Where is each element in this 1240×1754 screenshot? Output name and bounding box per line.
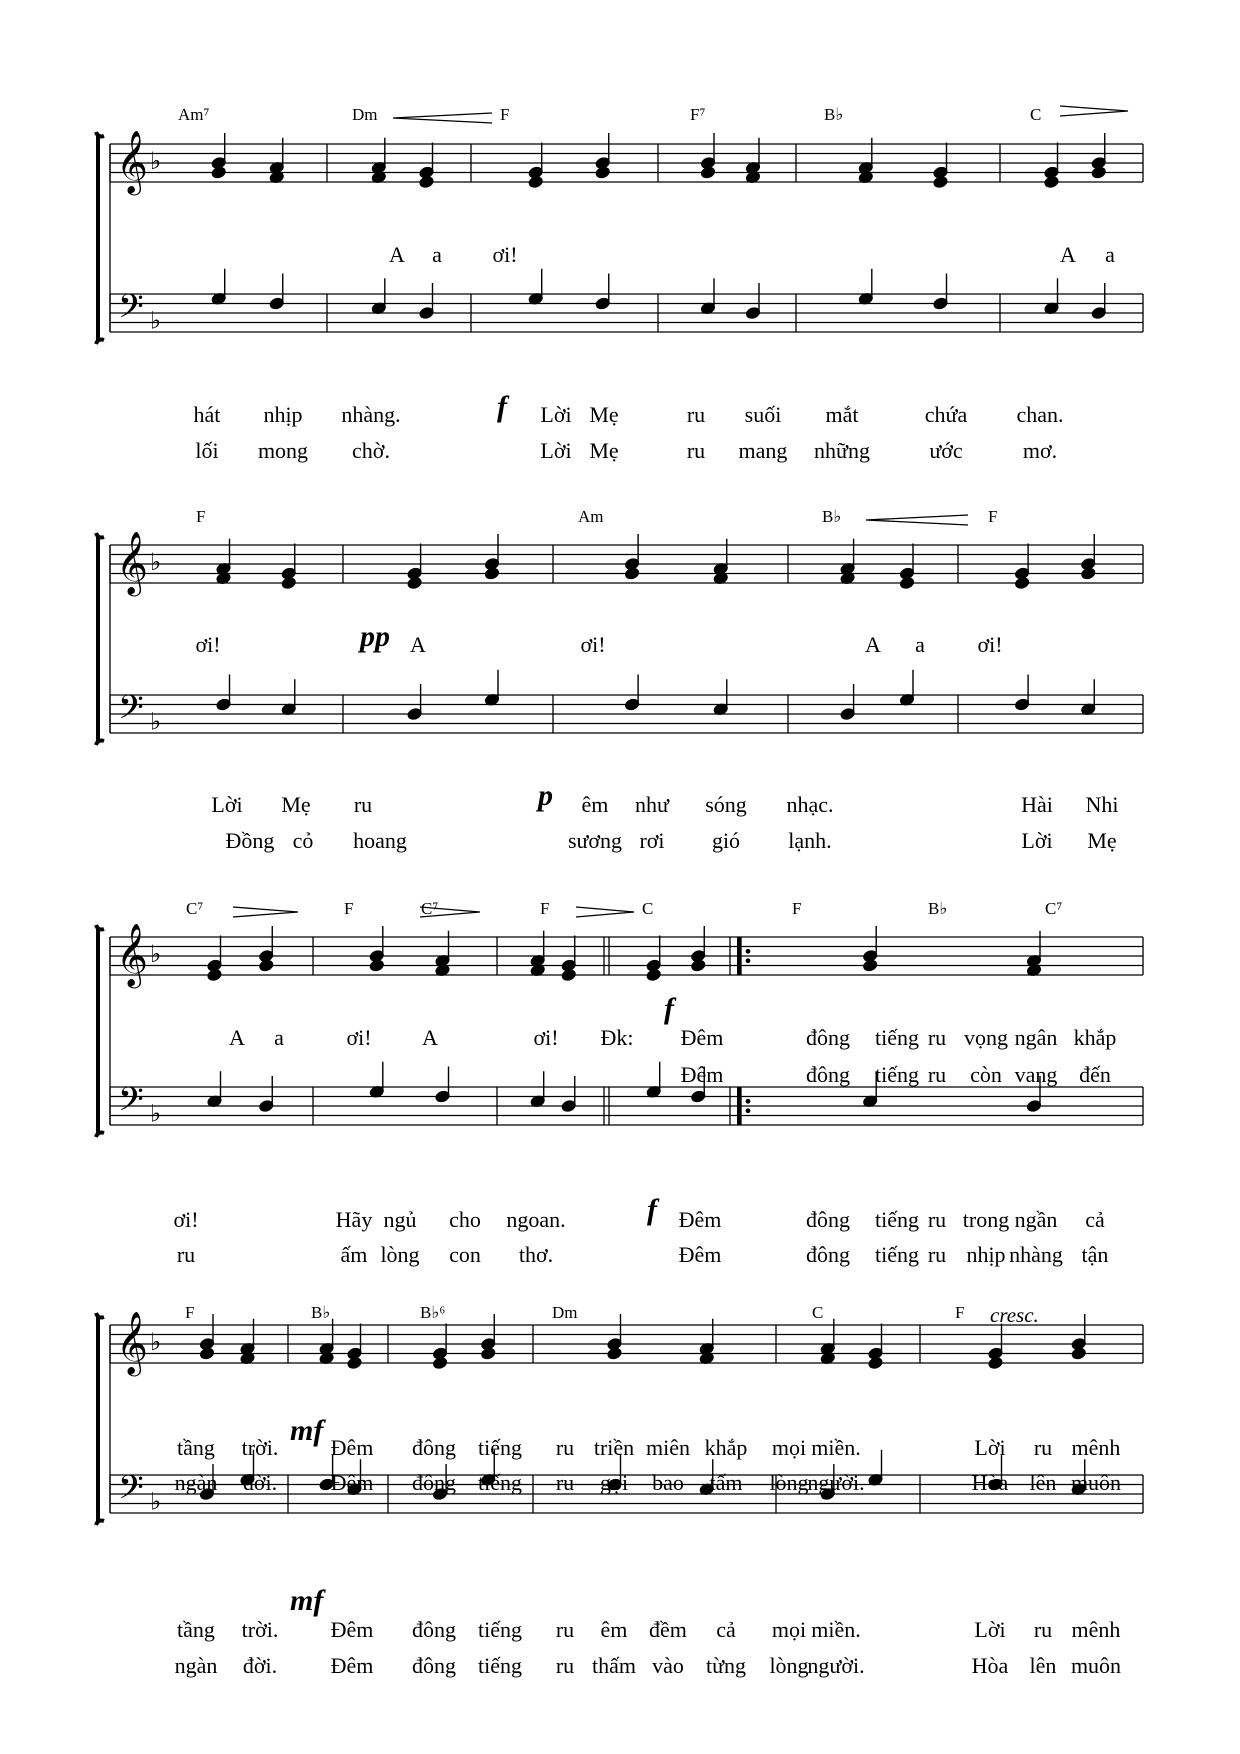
key-signature-flat-icon: ♭	[150, 1328, 162, 1356]
bass-lyric: mang	[738, 438, 788, 463]
bass-lyric: lối	[195, 438, 219, 463]
bass-lyric: đông	[806, 1242, 850, 1267]
treble-lyric: A	[422, 1025, 438, 1050]
bass-clef-icon: 𝄢	[118, 288, 144, 334]
treble-lyric: đông	[412, 1470, 456, 1495]
bass-lyric: Đêm	[330, 1617, 374, 1642]
treble-lyric: đông	[806, 1062, 850, 1087]
treble-clef-icon: 𝄞	[116, 130, 148, 193]
bass-lyric: chờ.	[352, 438, 390, 463]
bass-lyric: trong	[962, 1207, 1010, 1232]
key-signature-flat-icon: ♭	[150, 306, 162, 335]
dynamic-marking: mf	[290, 1584, 324, 1617]
treble-lyric: Đk:	[600, 1025, 634, 1050]
bass-lyric: Mẹ	[281, 792, 311, 817]
bass-lyric: Đêm	[678, 1242, 722, 1267]
bass-lyric: nhàng.	[341, 402, 401, 427]
bass-lyric: lòng	[769, 1653, 809, 1678]
bass-lyric: Hài	[1021, 792, 1053, 817]
bass-lyric: thơ.	[518, 1242, 554, 1267]
treble-note-head	[419, 175, 434, 188]
treble-lyric: tiếng	[875, 1025, 919, 1050]
bass-lyric: tầng	[177, 1617, 215, 1642]
bass-clef-icon: 𝄢	[118, 1469, 144, 1515]
treble-note-head	[561, 968, 576, 981]
bass-lyric: lạnh.	[788, 828, 832, 853]
treble-lyric: ru	[1033, 1435, 1053, 1460]
bass-lyric: Đêm	[330, 1653, 374, 1678]
bass-lyric: lên	[1029, 1653, 1057, 1678]
bass-lyric: ru	[176, 1242, 196, 1267]
bass-lyric: Lời	[974, 1617, 1006, 1642]
chord-symbol: B♭	[928, 899, 948, 918]
key-signature-flat-icon: ♭	[150, 1487, 162, 1516]
system-bracket	[96, 132, 104, 344]
chord-symbol: B♭	[824, 105, 844, 124]
treble-note-head	[691, 959, 706, 972]
dynamic-marking: pp	[360, 620, 390, 653]
treble-lyric: Đêm	[330, 1435, 374, 1460]
diminuendo-hairpin	[233, 907, 298, 917]
treble-note-head	[899, 576, 914, 589]
bass-lyric: hát	[193, 402, 221, 427]
bass-lyric: cho	[449, 1207, 481, 1232]
diminuendo-hairpin	[576, 907, 634, 917]
bass-lyric: ơi!	[173, 1207, 199, 1232]
treble-note-head	[528, 175, 543, 188]
treble-lyric: ru	[555, 1435, 575, 1460]
bass-lyric: tận	[1081, 1242, 1109, 1267]
chord-symbol: F	[344, 899, 354, 918]
treble-lyric: ru	[927, 1025, 947, 1050]
bass-lyric: người.	[807, 1653, 865, 1678]
chord-symbol: B♭	[822, 507, 842, 526]
system-bracket	[96, 533, 104, 745]
system-bracket	[96, 925, 104, 1137]
diminuendo-hairpin	[1060, 106, 1128, 116]
treble-lyric: Lời	[974, 1435, 1006, 1460]
bass-lyric: êm	[600, 1617, 628, 1642]
treble-lyric: tiếng	[478, 1470, 522, 1495]
treble-note-head	[1015, 576, 1030, 589]
treble-clef-icon: 𝄞	[116, 923, 148, 986]
treble-lyric: a	[432, 242, 442, 267]
treble-lyric: lòng	[769, 1470, 809, 1495]
treble-note-head	[433, 1356, 448, 1369]
bass-lyric: thấm	[592, 1653, 636, 1678]
bass-lyric: Mẹ	[589, 402, 619, 427]
treble-lyric: người.	[807, 1470, 865, 1495]
bass-lyric: đời.	[242, 1653, 278, 1678]
treble-lyric: A	[410, 632, 426, 657]
treble-note-head	[369, 959, 384, 972]
bass-lyric: những	[814, 438, 870, 463]
treble-lyric: ngân	[1014, 1025, 1058, 1050]
bass-lyric: tiếng	[875, 1207, 919, 1232]
bass-lyric: con	[449, 1242, 481, 1267]
treble-note-head	[407, 576, 422, 589]
bass-lyric: trời.	[241, 1617, 279, 1642]
bass-lyric: như	[635, 792, 669, 817]
bass-lyric: nhịp	[966, 1242, 1006, 1267]
bass-lyric: chứa	[924, 402, 968, 427]
bass-lyric: ru	[555, 1653, 575, 1678]
treble-lyric: a	[915, 632, 925, 657]
treble-lyric: A	[1060, 242, 1076, 267]
treble-lyric: triền	[593, 1435, 635, 1460]
treble-lyric: Đêm	[680, 1025, 724, 1050]
chord-symbol: C	[642, 899, 654, 918]
bass-lyric: ngoan.	[506, 1207, 566, 1232]
treble-lyric: gọi	[599, 1470, 629, 1495]
chord-symbol: C⁷	[421, 899, 439, 918]
bass-lyric: Lời	[540, 402, 572, 427]
treble-lyric: ngàn	[174, 1470, 218, 1495]
treble-lyric: a	[1105, 242, 1115, 267]
treble-lyric: A	[229, 1025, 245, 1050]
bass-lyric: gió	[711, 828, 741, 853]
chord-symbol: F	[988, 507, 998, 526]
bass-lyric: tiếng	[478, 1653, 522, 1678]
treble-clef-icon: 𝄞	[116, 531, 148, 594]
bass-lyric: ru	[1033, 1617, 1053, 1642]
treble-lyric: tấm	[709, 1470, 743, 1495]
treble-note-head	[700, 166, 715, 179]
treble-clef-icon: 𝄞	[116, 1311, 148, 1374]
bass-lyric: sương	[567, 828, 623, 853]
bass-lyric: Lời	[211, 792, 243, 817]
treble-note-head	[484, 567, 499, 580]
bass-lyric: sóng	[705, 792, 747, 817]
treble-lyric: khắp	[704, 1435, 748, 1460]
bass-lyric: ru	[353, 792, 373, 817]
dynamic-marking: f	[664, 992, 674, 1025]
dynamic-marking: mf	[290, 1414, 324, 1447]
key-signature-flat-icon: ♭	[150, 548, 162, 576]
treble-lyric: mênh	[1071, 1435, 1121, 1460]
treble-note-head	[595, 166, 610, 179]
bass-lyric: mọi	[771, 1617, 807, 1642]
bass-lyric: suối	[744, 402, 782, 427]
bass-lyric: Hãy	[335, 1207, 373, 1232]
bass-lyric: mong	[257, 438, 309, 463]
bass-lyric: muôn	[1070, 1653, 1122, 1678]
bass-lyric: Hòa	[971, 1653, 1009, 1678]
chord-symbol: Am	[578, 507, 604, 526]
treble-lyric: đông	[806, 1025, 850, 1050]
bass-lyric: ru	[927, 1242, 947, 1267]
treble-lyric: ơi!	[533, 1025, 559, 1050]
bass-lyric: ru	[927, 1207, 947, 1232]
expression-marking: cresc.	[990, 1303, 1039, 1327]
treble-note-head	[1081, 567, 1096, 580]
bass-lyric: đông	[806, 1207, 850, 1232]
treble-note-head	[933, 175, 948, 188]
treble-lyric: mọi	[771, 1435, 807, 1460]
treble-note-head	[863, 959, 878, 972]
treble-note-head	[1091, 166, 1106, 179]
treble-note-head	[625, 567, 640, 580]
bass-lyric: cả	[716, 1617, 736, 1642]
crescendo-hairpin	[393, 113, 492, 123]
bass-lyric: rơi	[639, 828, 665, 853]
treble-lyric: ru	[927, 1062, 947, 1087]
treble-note-head	[607, 1347, 622, 1360]
chord-symbol: B♭⁶	[420, 1303, 446, 1322]
treble-lyric: tiếng	[478, 1435, 522, 1460]
bass-lyric: ru	[686, 402, 706, 427]
treble-note-head	[1044, 175, 1059, 188]
chord-symbol: F	[792, 899, 802, 918]
chord-symbol: F	[196, 507, 206, 526]
chord-symbol: Dm	[352, 105, 378, 124]
bass-lyric: Lời	[1021, 828, 1053, 853]
bass-lyric: từng	[705, 1653, 747, 1678]
treble-lyric: ơi!	[977, 632, 1003, 657]
treble-lyric: A	[389, 242, 405, 267]
bass-lyric: chan.	[1016, 402, 1064, 427]
treble-lyric: vọng	[964, 1025, 1008, 1050]
treble-lyric: khắp	[1073, 1025, 1117, 1050]
bass-lyric: Mẹ	[1087, 828, 1117, 853]
treble-note-head	[481, 1347, 496, 1360]
bass-lyric: đông	[412, 1617, 456, 1642]
bass-clef-icon: 𝄢	[118, 689, 144, 735]
bass-lyric: Đêm	[678, 1207, 722, 1232]
chord-symbol: F	[500, 105, 510, 124]
bass-lyric: Lời	[540, 438, 572, 463]
bass-lyric: Đồng	[225, 828, 275, 853]
treble-lyric: ru	[555, 1470, 575, 1495]
treble-note-head	[281, 576, 296, 589]
treble-note-head	[347, 1356, 362, 1369]
chord-symbol: B♭	[311, 1303, 331, 1322]
bass-clef-icon: 𝄢	[118, 1081, 144, 1127]
treble-note-head	[207, 968, 222, 981]
treble-lyric: vang	[1014, 1062, 1058, 1087]
treble-lyric: đến	[1079, 1062, 1111, 1087]
treble-note-head	[259, 959, 274, 972]
dynamic-marking: f	[497, 390, 507, 423]
chord-symbol: F	[540, 899, 550, 918]
treble-note-head	[868, 1356, 883, 1369]
bass-lyric: nhàng	[1009, 1242, 1063, 1267]
treble-lyric: Đêm	[680, 1062, 724, 1087]
repeat-dot	[746, 1099, 751, 1104]
bass-lyric: đông	[412, 1653, 456, 1678]
treble-lyric: trời.	[241, 1435, 279, 1460]
chord-symbol: C⁷	[186, 899, 204, 918]
treble-lyric: Đêm	[330, 1470, 374, 1495]
bass-lyric: miền.	[811, 1617, 861, 1642]
bass-lyric: ru	[686, 438, 706, 463]
treble-lyric: ơi!	[346, 1025, 372, 1050]
bass-lyric: ngàn	[174, 1653, 218, 1678]
treble-lyric: đời.	[242, 1470, 278, 1495]
treble-note-head	[211, 166, 226, 179]
bass-lyric: cả	[1085, 1207, 1105, 1232]
treble-lyric: còn	[970, 1062, 1002, 1087]
bass-lyric: vào	[652, 1653, 684, 1678]
chord-symbol: C	[1030, 105, 1042, 124]
repeat-dot	[746, 949, 751, 954]
treble-lyric: lên	[1029, 1470, 1057, 1495]
treble-lyric: miên	[646, 1435, 690, 1460]
treble-lyric: ơi!	[492, 242, 518, 267]
bass-lyric: êm	[581, 792, 609, 817]
treble-lyric: a	[274, 1025, 284, 1050]
bass-lyric: mơ.	[1022, 438, 1058, 463]
treble-note-head	[199, 1347, 214, 1360]
key-signature-flat-icon: ♭	[150, 1099, 162, 1128]
treble-lyric: tầng	[177, 1435, 215, 1460]
bass-lyric: ấm	[340, 1242, 368, 1267]
repeat-dot	[746, 958, 751, 963]
treble-lyric: ơi!	[580, 632, 606, 657]
bass-lyric: tiếng	[875, 1242, 919, 1267]
bass-lyric: ước	[929, 438, 963, 463]
treble-lyric: tiếng	[875, 1062, 919, 1087]
treble-note-head	[1071, 1347, 1086, 1360]
chord-symbol: F⁷	[690, 105, 706, 124]
chord-symbol: F	[955, 1303, 965, 1322]
treble-lyric: đông	[412, 1435, 456, 1460]
bass-lyric: Mẹ	[589, 438, 619, 463]
bass-lyric: nhạc.	[786, 792, 834, 817]
bass-lyric: hoang	[353, 828, 407, 853]
key-signature-flat-icon: ♭	[150, 707, 162, 736]
chord-symbol: F	[185, 1303, 195, 1322]
bass-lyric: Nhi	[1085, 792, 1119, 817]
treble-lyric: miền.	[811, 1435, 861, 1460]
bass-lyric: ru	[555, 1617, 575, 1642]
bass-lyric: tiếng	[478, 1617, 522, 1642]
chord-symbol: C⁷	[1045, 899, 1063, 918]
key-signature-flat-icon: ♭	[150, 940, 162, 968]
chord-symbol: Am⁷	[178, 105, 210, 124]
treble-lyric: ơi!	[195, 632, 221, 657]
treble-lyric: A	[865, 632, 881, 657]
dynamic-marking: p	[538, 779, 553, 812]
bass-lyric: mắt	[825, 402, 859, 427]
bass-lyric: đềm	[649, 1617, 687, 1642]
bass-lyric: cỏ	[292, 828, 314, 853]
treble-lyric: muôn	[1070, 1470, 1122, 1495]
chord-symbol: C	[812, 1303, 824, 1322]
key-signature-flat-icon: ♭	[150, 147, 162, 175]
chord-symbol: Dm	[552, 1303, 578, 1322]
treble-note-head	[646, 968, 661, 981]
treble-lyric: bao	[652, 1470, 684, 1495]
dynamic-marking: f	[647, 1193, 657, 1226]
system-bracket	[96, 1313, 104, 1525]
repeat-dot	[746, 1108, 751, 1113]
treble-lyric: Hòa	[971, 1470, 1009, 1495]
bass-lyric: lòng	[380, 1242, 420, 1267]
bass-lyric: ngủ	[383, 1207, 417, 1232]
bass-lyric: ngần	[1014, 1207, 1058, 1232]
treble-note-head	[988, 1356, 1003, 1369]
crescendo-hairpin	[866, 515, 968, 525]
bass-lyric: nhịp	[263, 402, 303, 427]
bass-lyric: mênh	[1071, 1617, 1121, 1642]
